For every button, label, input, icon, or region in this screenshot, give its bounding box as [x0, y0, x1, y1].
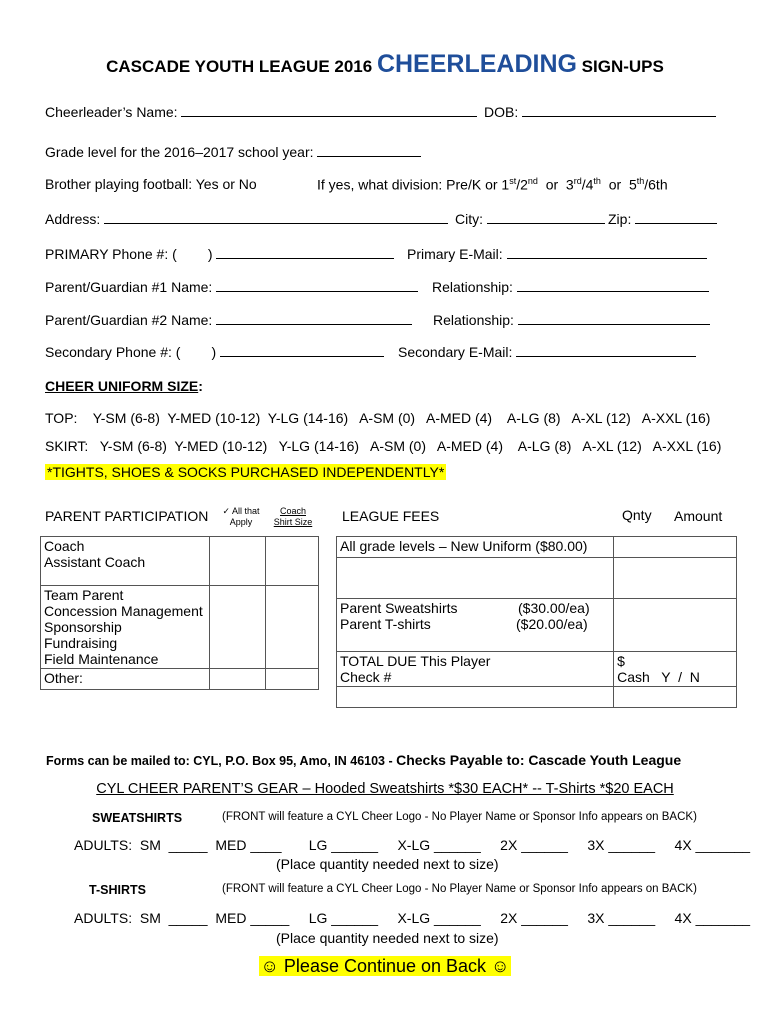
fee-total-amount[interactable] [614, 652, 737, 687]
division-sup: th [593, 176, 601, 186]
shirt-size-cell[interactable] [266, 537, 319, 586]
sweatshirts-note: (FRONT will feature a CYL Cheer Logo - No Player Name or Sponsor Info appears on BACK) [222, 811, 697, 823]
participation-item-label: Assistant Coach [44, 554, 146, 570]
name-field[interactable] [45, 104, 477, 120]
fee-cash-option[interactable]: Cash Y / N [617, 669, 700, 685]
division-sup: st [509, 176, 517, 186]
dob-field[interactable] [484, 104, 716, 120]
table-row [41, 586, 319, 669]
secondary-email-label: Secondary E-Mail: [398, 344, 513, 360]
table-row [337, 687, 737, 708]
uniform-note: *TIGHTS, SHOES & SOCKS PURCHASED INDEPENDENTLY* [47, 464, 445, 480]
amount-header: Amount [674, 508, 723, 524]
fee-gear [337, 599, 614, 652]
participation-item-label: Sponsorship [44, 619, 122, 635]
shirt-size-cell[interactable] [266, 669, 319, 690]
participation-item [41, 669, 210, 690]
fee-sweatshirts-price: ($30.00/ea) [518, 600, 590, 616]
mail-address: Forms can be mailed to: CYL, P.O. Box 95, Amo, IN 46103 - [46, 754, 397, 768]
zip-field[interactable] [608, 211, 717, 227]
fee-amount-cell[interactable] [614, 599, 737, 652]
table-row [337, 599, 737, 652]
title-emphasis: CHEERLEADING [376, 50, 577, 78]
primary-email-field[interactable] [407, 246, 707, 262]
uniform-heading-colon: : [198, 378, 203, 394]
dob-line[interactable] [522, 104, 716, 117]
table-row [41, 537, 319, 586]
sweatshirt-qty-note: (Place quantity needed next to size) [276, 856, 499, 872]
division-text: /6th [644, 176, 668, 193]
tshirts-note: (FRONT will feature a CYL Cheer Logo - No Player Name or Sponsor Info appears on BACK) [222, 883, 697, 895]
division-text: or 5 [600, 176, 637, 193]
participation-item [41, 586, 210, 669]
participation-item-label: Coach [44, 538, 85, 554]
table-row [337, 558, 737, 599]
apply-checkbox[interactable] [209, 669, 266, 690]
qnty-header: Qnty [622, 507, 652, 523]
participation-item-label: Other: [44, 670, 83, 686]
fee-sweatshirts-label: Parent Sweatshirts [340, 600, 458, 616]
name-line[interactable] [181, 104, 477, 117]
gear-heading: CYL CHEER PARENT’S GEAR – Hooded Sweatshirts *$30 EACH* -- T-Shirts *$20 EACH [96, 781, 674, 797]
apply-label: Apply [229, 517, 253, 527]
guardian1-field[interactable] [45, 279, 418, 295]
division-sup: rd [573, 176, 582, 186]
relationship2-line[interactable] [518, 312, 710, 325]
all-that-apply-header [216, 506, 266, 528]
tshirt-qty-note: (Place quantity needed next to size) [276, 930, 499, 946]
title-prefix: CASCADE YOUTH LEAGUE 2016 [106, 57, 377, 76]
top-sizes[interactable]: TOP: Y-SM (6-8) Y-MED (10-12) Y-LG (14-16) A-SM (0) A-MED (4) A-LG (8) A-XL (12) A-XXL (16) [45, 410, 711, 426]
coach-shirt-size-header [270, 506, 316, 528]
relationship1-line[interactable] [517, 279, 709, 292]
continue-footer [0, 956, 770, 977]
skirt-sizes[interactable]: SKIRT: Y-SM (6-8) Y-MED (10-12) Y-LG (14-16) A-SM (0) A-MED (4) A-LG (8) A-XL (12) A-XXL (16) [45, 438, 722, 454]
city-label: City: [455, 211, 483, 227]
uniform-heading [45, 378, 203, 394]
page-title [0, 50, 770, 79]
primary-phone-label: PRIMARY Phone #: ( ) [45, 246, 213, 262]
fees-heading: LEAGUE FEES [342, 508, 440, 524]
secondary-email-line[interactable] [516, 344, 696, 357]
zip-line[interactable] [635, 211, 717, 224]
participation-item-label: Field Maintenance [44, 651, 159, 667]
fee-amount-cell[interactable] [614, 687, 737, 708]
name-label: Cheerleader’s Name: [45, 104, 178, 120]
relationship2-label: Relationship: [433, 312, 514, 328]
address-field[interactable] [45, 211, 448, 227]
zip-label: Zip: [608, 211, 632, 227]
fee-tshirts-price: ($20.00/ea) [516, 616, 588, 632]
primary-email-label: Primary E-Mail: [407, 246, 503, 262]
brother-question[interactable]: Brother playing football: Yes or No [45, 176, 257, 192]
guardian2-label: Parent/Guardian #2 Name: [45, 312, 213, 328]
guardian2-line[interactable] [216, 312, 412, 325]
city-line[interactable] [487, 211, 605, 224]
coach-label: Coach [279, 506, 306, 516]
address-line[interactable] [104, 211, 448, 224]
apply-checkbox[interactable] [209, 586, 266, 669]
grade-label: Grade level for the 2016–2017 school year: [45, 144, 314, 160]
guardian1-line[interactable] [216, 279, 418, 292]
secondary-phone-label: Secondary Phone #: ( ) [45, 344, 217, 360]
division-sup: th [636, 176, 645, 186]
division-text: or 3 [537, 176, 574, 193]
fee-new-uniform: All grade levels – New Uniform ($80.00) [337, 537, 614, 558]
division-sup: nd [527, 176, 538, 186]
uniform-heading-text: CHEER UNIFORM SIZE [45, 378, 199, 394]
grade-line[interactable] [317, 144, 421, 157]
primary-email-line[interactable] [507, 246, 707, 259]
guardian1-label: Parent/Guardian #1 Name: [45, 279, 213, 295]
grade-field[interactable] [45, 144, 421, 160]
address-label: Address: [45, 211, 101, 227]
table-row [337, 652, 737, 687]
checks-payable: Checks Payable to: Cascade Youth League [396, 752, 682, 768]
participation-item-label: Team Parent [44, 587, 124, 603]
sweatshirt-size-quantities[interactable]: ADULTS: SM _____ MED ____ LG ______ X-LG ______ 2X ______ 3X ______ 4X _______ [74, 837, 751, 853]
fee-blank [337, 687, 614, 708]
participation-item-label: Fundraising [44, 635, 118, 651]
shirt-size-cell[interactable] [266, 586, 319, 669]
division-question[interactable] [317, 176, 668, 193]
city-field[interactable] [455, 211, 605, 227]
all-that-label: ✓ All that [222, 506, 260, 516]
secondary-email-field[interactable] [398, 344, 696, 360]
continue-on-back: ☺ Please Continue on Back ☺ [260, 956, 510, 976]
secondary-phone-line[interactable] [220, 344, 384, 357]
primary-phone-line[interactable] [216, 246, 394, 259]
dob-label: DOB: [484, 104, 519, 120]
relationship1-field[interactable] [432, 279, 709, 295]
table-row [337, 537, 737, 558]
title-suffix: SIGN-UPS [576, 57, 664, 76]
fee-check-label: Check # [340, 669, 392, 685]
participation-item-label: Concession Management [44, 603, 203, 619]
division-text: /4 [581, 176, 594, 193]
fee-amount-cell[interactable] [614, 558, 737, 599]
fee-amount-cell[interactable] [614, 537, 737, 558]
participation-table [40, 536, 319, 690]
secondary-phone-field[interactable] [45, 344, 384, 360]
fee-dollar: $ [617, 653, 625, 669]
fee-total-label: TOTAL DUE This Player [340, 653, 491, 669]
fee-blank [337, 558, 614, 599]
fee-tshirts-label: Parent T-shirts [340, 616, 431, 632]
guardian2-field[interactable] [45, 312, 412, 328]
fees-table [336, 536, 737, 708]
sweatshirts-heading: SWEATSHIRTS [92, 811, 183, 825]
fee-total [337, 652, 614, 687]
primary-phone-field[interactable] [45, 246, 394, 262]
apply-checkbox[interactable] [209, 537, 266, 586]
mail-instructions [46, 752, 681, 770]
division-text: If yes, what division: Pre/K or 1 [317, 176, 510, 193]
tshirts-heading: T-SHIRTS [89, 883, 146, 897]
table-row [41, 669, 319, 690]
shirt-size-label: Shirt Size [273, 517, 313, 527]
tshirt-size-quantities[interactable]: ADULTS: SM _____ MED _____ LG ______ X-LG ______ 2X ______ 3X ______ 4X _______ [74, 910, 751, 926]
participation-heading: PARENT PARTICIPATION [45, 508, 209, 524]
relationship2-field[interactable] [433, 312, 710, 328]
participation-item [41, 537, 210, 586]
relationship1-label: Relationship: [432, 279, 513, 295]
division-text: /2 [516, 176, 528, 193]
